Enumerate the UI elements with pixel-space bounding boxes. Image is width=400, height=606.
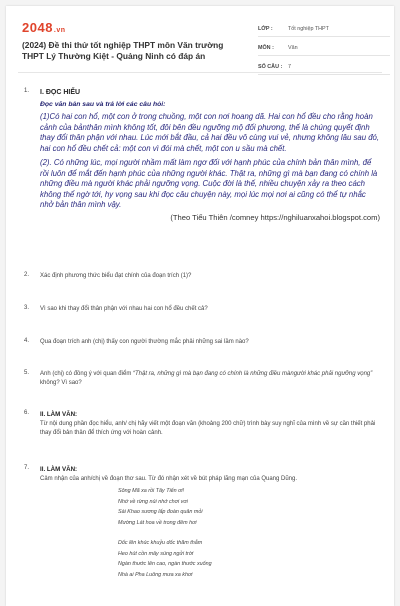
question-text: Vì sao khi thay đổi thân phận với nhau hai con hổ đều chết cả? <box>40 306 208 312</box>
question-number: 2. <box>24 272 30 278</box>
document-header <box>18 14 388 70</box>
meta-value: Tốt nghiệp THPT <box>288 26 329 32</box>
section-heading: II. LÀM VĂN: <box>40 411 78 418</box>
question-quote: “Thật ra, những gì mà bạn đang có chính là những điều màngười khác phải ngưỡng vọng” <box>132 371 373 377</box>
question-number: 1. <box>24 88 30 94</box>
meta-value: Văn <box>288 45 298 51</box>
meta-panel <box>258 22 390 79</box>
document-page <box>6 6 394 606</box>
poem-line: Heo hút cồn mây súng ngửi trời <box>118 550 194 557</box>
question-number: 7. <box>24 465 30 471</box>
poem-line: Nhớ về rừng núi nhớ chơi vơi <box>118 498 188 505</box>
poem-line: Sông Mã xa rồi Tây Tiến ơi! <box>118 488 185 494</box>
question-text <box>40 370 380 388</box>
meta-row-subject <box>258 41 390 56</box>
logo-suffix: .vn <box>53 27 66 34</box>
meta-row-class <box>258 22 390 37</box>
question-number: 5. <box>24 370 30 376</box>
question-text: Từ nội dung phần đọc hiểu, anh/ chị hãy viết một đoạn văn (khoảng 200 chữ) trình bày suy nghĩ của mình về sự cần thiết phải thay đổi bản thân để thích ứng với hoàn cảnh. <box>40 421 376 436</box>
poem-line: Sài Khao sương lấp đoàn quân mỏi <box>118 509 203 515</box>
poem-line: Dốc lên khúc khuỷu dốc thăm thẳm <box>118 540 203 546</box>
poem-excerpt <box>118 486 380 580</box>
question-body <box>40 88 380 222</box>
poem-line: Mường Lát hoa về trong đêm hơi <box>118 519 197 526</box>
stanza-gap <box>118 528 380 538</box>
question-text-post: không? Vì sao? <box>40 380 82 386</box>
question-number: 4. <box>24 338 30 344</box>
header-divider <box>18 72 382 73</box>
section-heading: I. ĐỌC HIỂU <box>40 89 81 96</box>
passage-source: (Theo Tiểu Thiên /comney https://nghiluanxahoi.blogspot.com) <box>170 212 380 222</box>
question-body <box>40 465 380 580</box>
passage-paragraph-2: (2). Có những lúc, mọi người nhầm mất làm ngơ đối với hạnh phúc của chính bản thân mình, để rồi luôn để mắt đến hạnh phúc của những người khác. Thật ra, những gì mà bạn đang có chính là những điều mà người khác phải ngưỡng vọng. Cuộc đời là thế, nhiều chuyện xảy ra theo cách không thể ngờ tới, hy vọng sau khi đọc câu chuyện này, mọi lúc mọi nơi ai cũng có thể tự nhắc nhở bản thân mình vậy. <box>40 158 378 209</box>
logo-text: 2048 <box>22 20 53 35</box>
question-body <box>40 410 380 438</box>
site-logo[interactable] <box>22 20 66 35</box>
question-text: Cảm nhận của anh/chị về đoạn thơ sau. Từ đó nhận xét về bút pháp lãng mạn của Quang Dũng. <box>40 476 298 482</box>
question-text: Xác định phương thức biểu đạt chính của đoạn trích (1)? <box>40 273 192 279</box>
reading-instruction: Đọc văn bản sau và trả lời các câu hỏi: <box>40 101 166 108</box>
poem-line: Nhà ai Pha Luông mưa xa khơi <box>118 571 193 578</box>
question-number: 6. <box>24 410 30 416</box>
passage-paragraph-1: (1)Có hai con hổ, một con ở trong chuồng, một con nơi hoang dã. Hai con hổ đều cho rằng hoàn cảnh của bảnthân mình không tốt, đôi bên đều ngưỡng mộ đối phương, thế là chúng quyết định thay đổi thân phận với nhau. Lúc mới bắt đầu, cả hai đều vô cùng vui vẻ, nhưng không lâu sau đó, hai con hổ đều chết cả: một con vì đói mà chết, một con u sầu mà chết. <box>40 112 380 153</box>
poem-line: Ngàn thước lên cao, ngàn thước xuống <box>118 561 212 567</box>
question-text: Qua đoạn trích anh (chị) thấy con người thường mắc phải những sai lầm nào? <box>40 339 249 345</box>
document-title: (2024) Đề thi thử tốt nghiệp THPT môn Văn trường THPT Lý Thường Kiệt - Quảng Ninh có đáp án <box>22 40 224 61</box>
question-text-pre: Anh (chị) có đồng ý với quan điểm <box>40 371 133 377</box>
meta-value: 7 <box>288 64 291 70</box>
meta-key: SỐ CÂU : <box>258 64 283 70</box>
question-number: 3. <box>24 305 30 311</box>
meta-key: LỚP : <box>258 26 273 32</box>
section-heading: II. LÀM VĂN: <box>40 466 78 473</box>
meta-key: MÔN : <box>258 45 274 51</box>
